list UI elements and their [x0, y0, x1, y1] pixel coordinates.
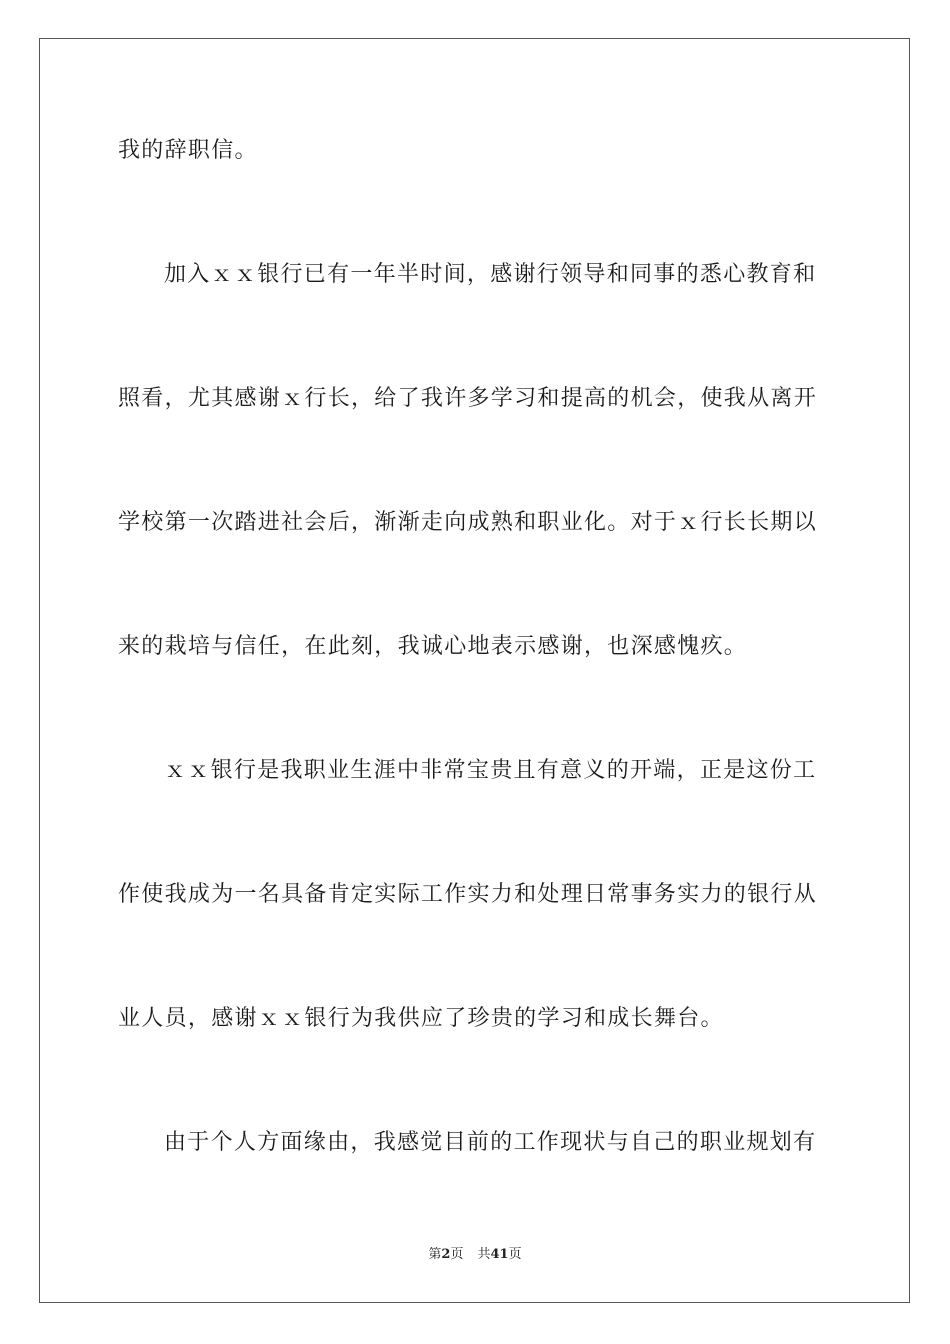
paragraph-first-line: ｘｘ银行是我职业生涯中非常宝贵且有意义的开端，正是这份工 — [164, 758, 817, 783]
page-footer — [0, 1246, 950, 1264]
page-prefix: 第 — [428, 1247, 442, 1262]
total-pages: 41 — [490, 1247, 509, 1262]
page-number: 2 — [441, 1247, 451, 1262]
page-suffix: 页 — [450, 1247, 464, 1262]
text-line: 照看，尤其感谢ｘ行长，给了我许多学习和提高的机会，使我从离开 — [118, 386, 818, 411]
page-border — [39, 38, 910, 1303]
total-prefix: 共 — [477, 1247, 491, 1262]
text-line: 业人员，感谢ｘｘ银行为我供应了珍贵的学习和成长舞台。 — [118, 1006, 724, 1031]
total-suffix: 页 — [508, 1247, 522, 1262]
text-line: 我的辞职信。 — [118, 138, 258, 163]
text-line: 作使我成为一名具备肯定实际工作实力和处理日常事务实力的银行从 — [118, 882, 818, 907]
paragraph-first-line: 加入ｘｘ银行已有一年半时间，感谢行领导和同事的悉心教育和 — [164, 262, 817, 287]
text-line: 来的栽培与信任，在此刻，我诚心地表示感谢，也深感愧疚。 — [118, 634, 748, 659]
paragraph-first-line: 由于个人方面缘由，我感觉目前的工作现状与自己的职业规划有 — [164, 1130, 817, 1155]
text-line: 学校第一次踏进社会后，渐渐走向成熟和职业化。对于ｘ行长长期以 — [118, 510, 818, 535]
